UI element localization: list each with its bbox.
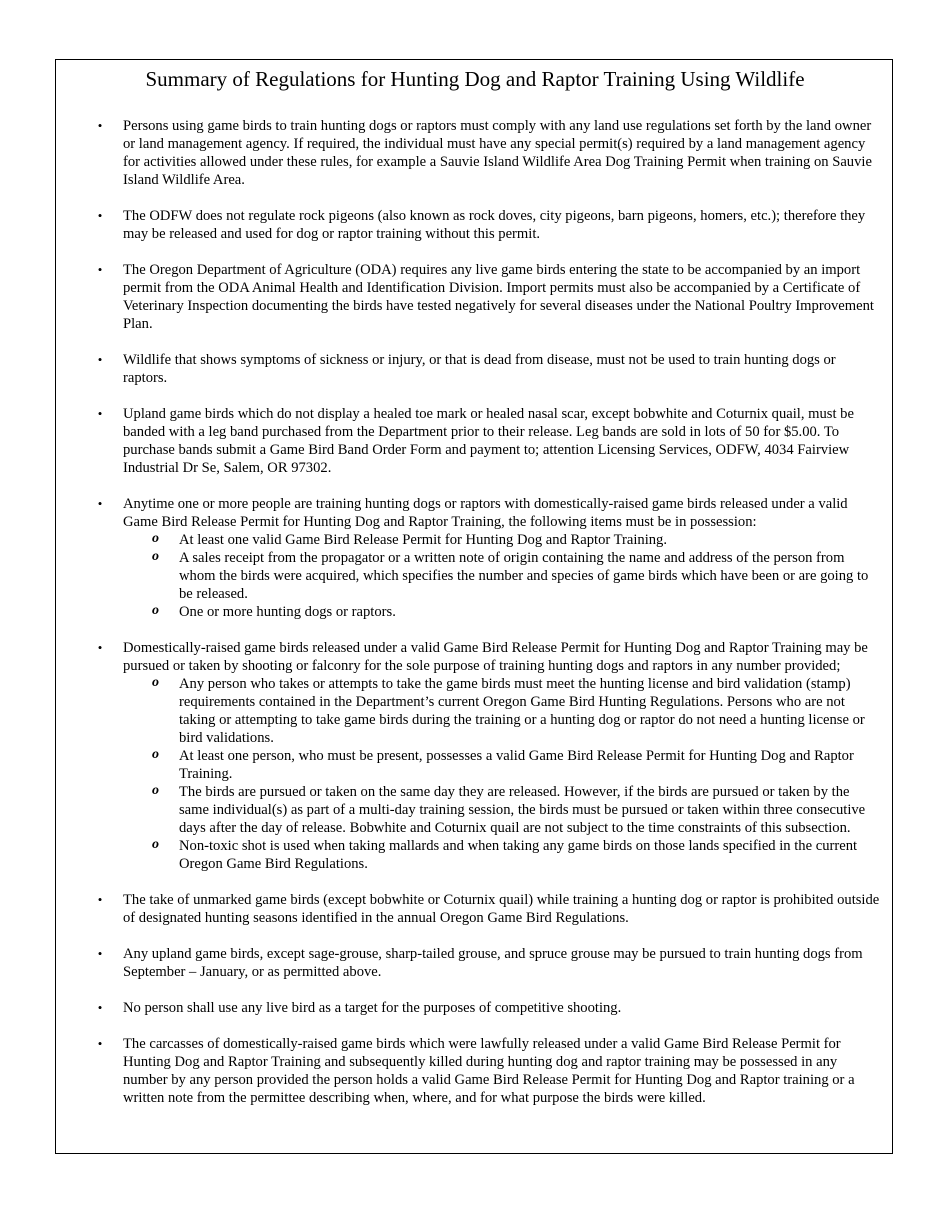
regulation-text: Anytime one or more people are training hunting dogs or raptors with domestically-raised game birds released under a valid Game Bird Release Permit for Hunting Dog and Raptor Training, the following items must be in possession: (123, 496, 848, 530)
bullet-icon: • (97, 208, 103, 223)
regulation-item (0, 999, 950, 1017)
bullet-icon: • (97, 352, 103, 367)
sub-item-text: At least one valid Game Bird Release Permit for Hunting Dog and Raptor Training. (179, 532, 667, 548)
sub-item (123, 603, 882, 621)
regulation-item (0, 945, 950, 981)
sub-item (123, 549, 882, 603)
regulation-item (0, 639, 950, 873)
regulation-text: The take of unmarked game birds (except bobwhite or Coturnix quail) while training a hunting dog or raptor is prohibited outside of designated hunting seasons identified in the annual Oregon Game Bird Regulations. (123, 892, 880, 926)
bullet-icon: • (97, 118, 103, 133)
regulation-text: Persons using game birds to train hunting dogs or raptors must comply with any land use regulations set forth by the land owner or land management agency. If required, the individual must have any special permit(s) required by a land management agency for activities allowed under these rules, for example a Sauvie Island Wildlife Area Dog Training Permit when training on Sauvie Island Wildlife Area. (123, 118, 872, 188)
regulation-item (0, 207, 950, 243)
circle-bullet-icon: o (152, 837, 159, 852)
circle-bullet-icon: o (152, 783, 159, 798)
regulation-item (0, 405, 950, 477)
regulation-item (0, 261, 950, 333)
page-title: Summary of Regulations for Hunting Dog and Raptor Training Using Wildlife (145, 67, 805, 91)
regulation-item (0, 495, 950, 621)
bullet-icon: • (97, 1036, 103, 1051)
regulation-text: Domestically-raised game birds released under a valid Game Bird Release Permit for Hunting Dog and Raptor Training may be pursued or taken by shooting or falconry for the sole purpose of training hunting dogs and raptors in any number provided; (123, 640, 868, 674)
bullet-icon: • (97, 640, 103, 655)
circle-bullet-icon: o (152, 675, 159, 690)
bullet-icon: • (97, 892, 103, 907)
regulation-text: The Oregon Department of Agriculture (ODA) requires any live game birds entering the state to be accompanied by an import permit from the ODA Animal Health and Identification Division. Import permits must also be accompanied by a Certificate of Veterinary Inspection documenting the birds have tested negatively for several diseases under the National Poultry Improvement Plan. (123, 262, 874, 332)
regulation-text: The carcasses of domestically-raised game birds which were lawfully released under a valid Game Bird Release Permit for Hunting Dog and Raptor Training and subsequently killed during hunting dog and raptor training may be possessed in any number by any person provided the person holds a valid Game Bird Release Permit for Hunting Dog and Raptor training or a written note from the permittee describing when, where, and for what purpose the birds were killed. (123, 1036, 855, 1106)
sub-item-text: Any person who takes or attempts to take the game birds must meet the hunting license and bird validation (stamp) requirements contained in the Department’s current Oregon Game Bird Hunting Regulations. Persons who are not taking or attempting to take game birds during the training or a hunting dog or raptor do not need a hunting license or bird validations. (179, 676, 865, 746)
regulation-text: Any upland game birds, except sage-grouse, sharp-tailed grouse, and spruce grouse may be pursued to train hunting dogs from September – January, or as permitted above. (123, 946, 863, 980)
circle-bullet-icon: o (152, 531, 159, 546)
regulation-text: No person shall use any live bird as a target for the purposes of competitive shooting. (123, 1000, 622, 1016)
bullet-icon: • (97, 262, 103, 277)
sub-item-text: At least one person, who must be present, possesses a valid Game Bird Release Permit for Hunting Dog and Raptor Training. (179, 748, 854, 782)
sub-item (123, 675, 882, 747)
regulation-text: Wildlife that shows symptoms of sickness or injury, or that is dead from disease, must not be used to train hunting dogs or raptors. (123, 352, 836, 386)
regulations-list (0, 117, 950, 1125)
bullet-icon: • (97, 1000, 103, 1015)
regulation-item (0, 117, 950, 189)
sub-item (123, 531, 882, 549)
regulation-item (0, 1035, 950, 1107)
regulation-item (0, 351, 950, 387)
regulation-text: The ODFW does not regulate rock pigeons (also known as rock doves, city pigeons, barn pigeons, homers, etc.); therefore they may be released and used for dog or raptor training without this permit. (123, 208, 866, 242)
bullet-icon: • (97, 406, 103, 421)
sub-item-text: One or more hunting dogs or raptors. (179, 604, 396, 620)
circle-bullet-icon: o (152, 747, 159, 762)
sub-list (123, 531, 882, 621)
circle-bullet-icon: o (152, 603, 159, 618)
regulation-text: Upland game birds which do not display a healed toe mark or healed nasal scar, except bobwhite and Coturnix quail, must be banded with a leg band purchased from the Department prior to their release. Leg bands are sold in lots of 50 for $5.00. To purchase bands submit a Game Bird Band Order Form and payment to; attention Licensing Services, ODFW, 4034 Fairview Industrial Dr Se, Salem, OR 97302. (123, 406, 854, 476)
sub-item (123, 783, 882, 837)
sub-item (123, 837, 882, 873)
sub-item (123, 747, 882, 783)
regulation-item (0, 891, 950, 927)
bullet-icon: • (97, 946, 103, 961)
circle-bullet-icon: o (152, 549, 159, 564)
sub-item-text: The birds are pursued or taken on the same day they are released. However, if the birds are pursued or taken by the same individual(s) as part of a multi-day training session, the birds must be pursued or taken within three consecutive days after the day of release. Bobwhite and Coturnix quail are not subject to the time constraints of this subsection. (179, 784, 866, 836)
sub-item-text: Non-toxic shot is used when taking mallards and when taking any game birds on those lands specified in the current Oregon Game Bird Regulations. (179, 838, 858, 872)
bullet-icon: • (97, 496, 103, 511)
sub-list (123, 675, 882, 873)
sub-item-text: A sales receipt from the propagator or a written note of origin containing the name and address of the person from whom the birds were acquired, which specifies the number and species of game birds which have been or are going to be released. (179, 550, 869, 602)
